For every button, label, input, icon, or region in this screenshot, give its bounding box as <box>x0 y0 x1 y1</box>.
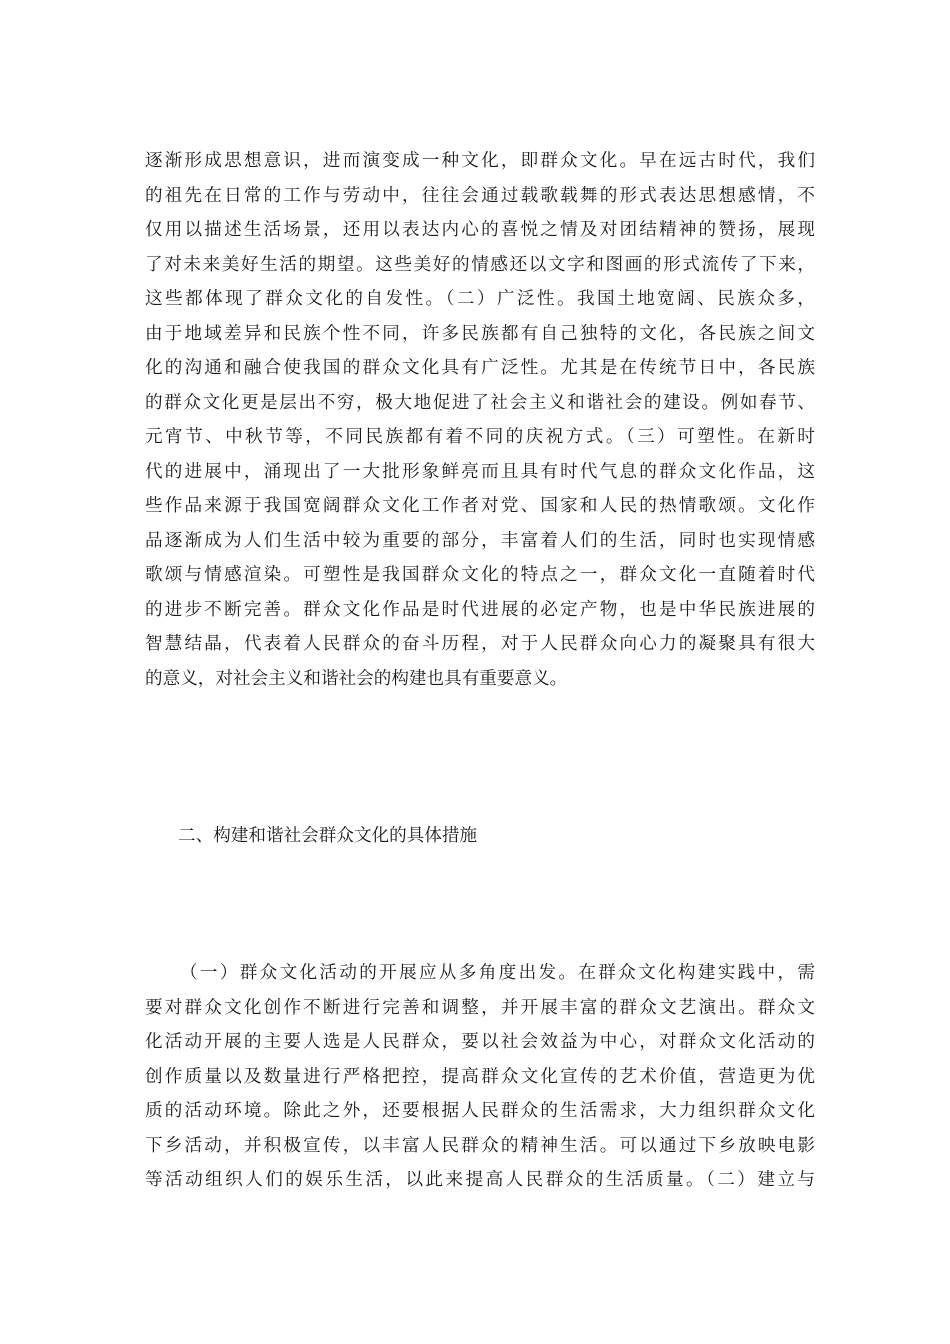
text-line: 元宵节、中秋节等，不同民族都有着不同的庆祝方式。（三）可塑性。在新时 <box>145 427 815 447</box>
text-line: 逐渐形成思想意识，进而演变成一种文化，即群众文化。早在远古时代，我们 <box>145 151 815 171</box>
paragraph-2 <box>145 956 815 1198</box>
text-line: 化的沟通和融合使我国的群众文化具有广泛性。尤其是在传统节日中，各民族 <box>145 358 815 378</box>
text-line: 些作品来源于我国宽阔群众文化工作者对党、国家和人民的热情歌颂。文化作 <box>145 496 815 516</box>
text-line: 等活动组织人们的娱乐生活，以此来提高人民群众的生活质量。（二）建立与 <box>145 1170 815 1190</box>
paragraph-1 <box>145 144 815 696</box>
text-line: （一）群众文化活动的开展应从多角度出发。在群众文化构建实践中，需 <box>180 963 815 983</box>
text-line: 这些都体现了群众文化的自发性。（二）广泛性。我国土地宽阔、民族众多， <box>145 289 815 309</box>
text-line: 了对未来美好生活的期望。这些美好的情感还以文字和图画的形式流传了下来， <box>145 254 815 275</box>
text-line: 要对群众文化创作不断进行完善和调整，并开展丰富的群众文艺演出。群众文 <box>145 997 815 1018</box>
text-line: 质的活动环境。除此之外，还要根据人民群众的生活需求，大力组织群众文化 <box>145 1101 815 1121</box>
text-line: 歌颂与情感渲染。可塑性是我国群众文化的特点之一，群众文化一直随着时代 <box>145 565 815 585</box>
text-line: 品逐渐成为人们生活中较为重要的部分，丰富着人们的生活，同时也实现情感 <box>145 530 815 551</box>
text-line: 化活动开展的主要人选是人民群众，要以社会效益为中心，对群众文化活动的 <box>145 1032 815 1052</box>
text-line: 的进步不断完善。群众文化作品是时代进展的必定产物，也是中华民族进展的 <box>145 599 815 620</box>
text-line: 仅用以描述生活场景，还用以表达内心的喜悦之情及对团结精神的赞扬，展现 <box>145 220 815 240</box>
text-line: 的意义，对社会主义和谐社会的构建也具有重要意义。 <box>145 668 568 689</box>
text-line: 智慧结晶，代表着人民群众的奋斗历程，对于人民群众向心力的凝聚具有很大 <box>145 634 815 654</box>
text-line: 由于地域差异和民族个性不同，许多民族都有自己独特的文化，各民族之间文 <box>145 323 815 344</box>
section-heading: 二、构建和谐社会群众文化的具体措施 <box>178 826 478 846</box>
text-line: 的群众文化更是层出不穷，极大地促进了社会主义和谐社会的建设。例如春节、 <box>145 392 815 413</box>
text-line: 的祖先在日常的工作与劳动中，往往会通过载歌载舞的形式表达思想感情，不 <box>145 185 815 206</box>
text-line: 下乡活动，并积极宣传，以丰富人民群众的精神生活。可以通过下乡放映电影 <box>145 1135 815 1156</box>
text-line: 创作质量以及数量进行严格把控，提高群众文化宣传的艺术价值，营造更为优 <box>145 1066 815 1087</box>
text-line: 代的进展中，涌现出了一大批形象鲜亮而且具有时代气息的群众文化作品，这 <box>145 461 815 482</box>
